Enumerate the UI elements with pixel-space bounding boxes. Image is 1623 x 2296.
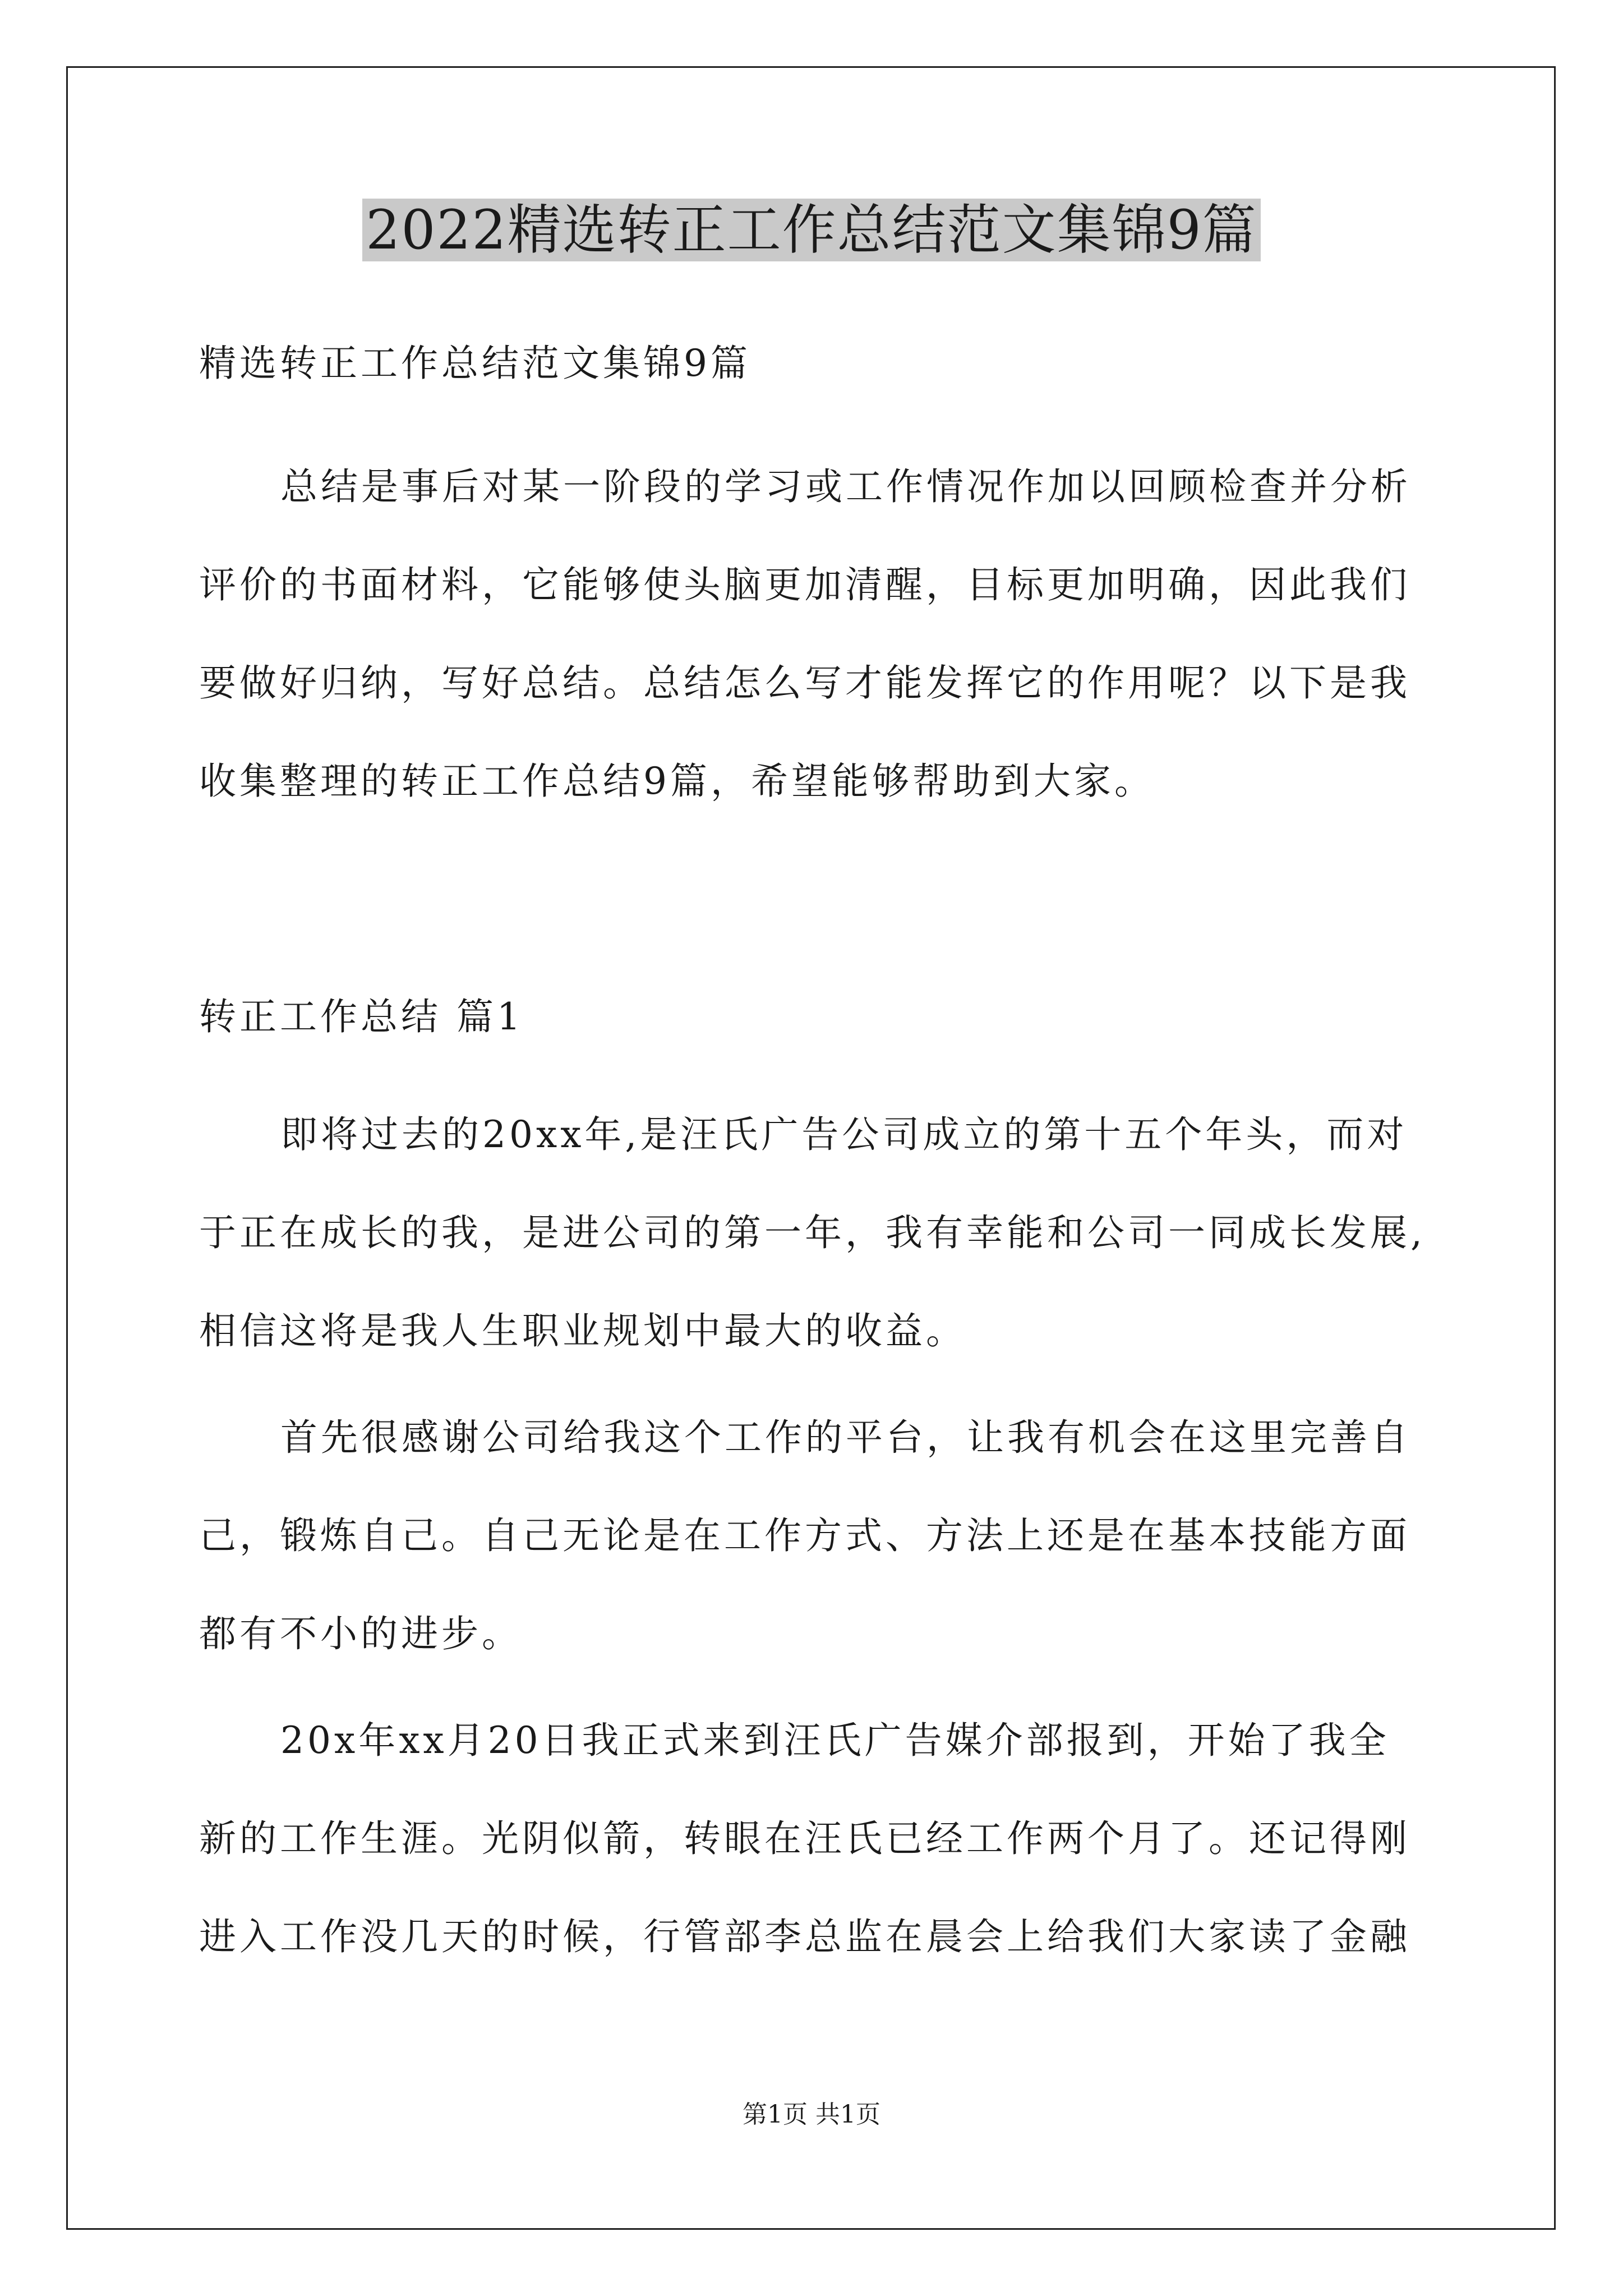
paragraph-line: 相信这将是我人生职业规划中最大的收益。 bbox=[199, 1309, 966, 1352]
paragraph-line: 要做好归纳，写好总结。总结怎么写才能发挥它的作用呢？以下是我 bbox=[199, 661, 1410, 705]
paragraph-line: 20x年xx月20日我正式来到汪氏广告媒介部报到，开始了我全 bbox=[280, 1719, 1390, 1762]
page-number-footer: 第1页 共1页 bbox=[743, 2100, 880, 2129]
paragraph-line: 于正在成长的我，是进公司的第一年，我有幸能和公司一同成长发展, bbox=[199, 1211, 1426, 1254]
paragraph-line: 总结是事后对某一阶段的学习或工作情况作加以回顾检查并分析 bbox=[280, 465, 1411, 508]
intro-paragraph bbox=[199, 438, 1450, 830]
body-paragraph-3 bbox=[199, 1691, 1450, 1986]
paragraph-line: 进入工作没几天的时候，行管部李总监在晨会上给我们大家读了金融 bbox=[199, 1915, 1410, 1958]
paragraph-line: 新的工作生涯。光阴似箭，转眼在汪氏已经工作两个月了。还记得刚 bbox=[199, 1817, 1410, 1860]
paragraph-line: 即将过去的20xx年,是汪氏广告公司成立的第十五个年头，而对 bbox=[280, 1113, 1408, 1156]
section-heading-text: 转正工作总结 篇1 bbox=[199, 995, 524, 1038]
body-paragraph-2 bbox=[199, 1388, 1450, 1683]
document-title bbox=[0, 191, 1623, 269]
paragraph-line: 己，锻炼自己。自己无论是在工作方式、方法上还是在基本技能方面 bbox=[199, 1514, 1410, 1557]
document-title-text: 2022精选转正工作总结范文集锦9篇 bbox=[362, 199, 1260, 261]
body-paragraph-1 bbox=[199, 1085, 1450, 1380]
section-heading bbox=[199, 968, 1450, 1066]
document-subtitle bbox=[199, 314, 1450, 412]
paragraph-line: 收集整理的转正工作总结9篇，希望能够帮助到大家。 bbox=[199, 760, 1155, 803]
paragraph-line: 首先很感谢公司给我这个工作的平台，让我有机会在这里完善自 bbox=[280, 1416, 1411, 1459]
paragraph-line: 都有不小的进步。 bbox=[199, 1612, 522, 1655]
paragraph-line: 评价的书面材料，它能够使头脑更加清醒，目标更加明确，因此我们 bbox=[199, 563, 1410, 606]
subtitle-line: 精选转正工作总结范文集锦9篇 bbox=[199, 342, 751, 385]
